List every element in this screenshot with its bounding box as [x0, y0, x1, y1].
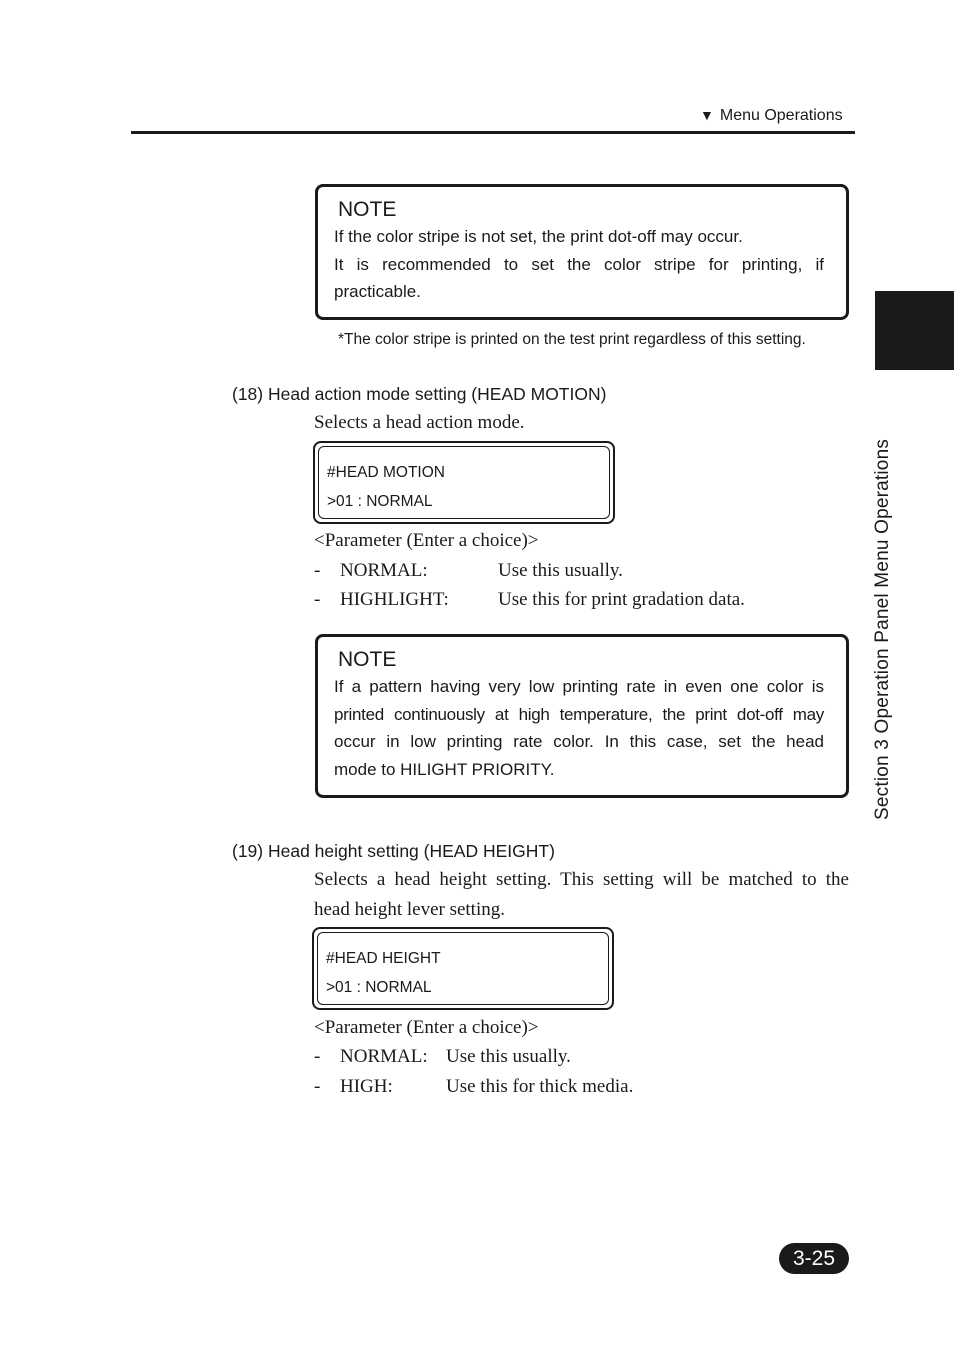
- param-dash: -: [314, 1046, 321, 1067]
- note-title: NOTE: [338, 198, 397, 221]
- note-line: If a pattern having very low printing rate in even one color is: [334, 677, 824, 696]
- parameter-header: <Parameter (Enter a choice)>: [314, 530, 539, 551]
- section-heading-head-height: (19) Head height setting (HEAD HEIGHT): [232, 841, 555, 861]
- section-description: head height lever setting.: [314, 899, 505, 920]
- triangle-down-icon: ▼: [700, 107, 714, 123]
- running-header: [700, 107, 843, 125]
- param-desc: Use this for print gradation data.: [498, 589, 745, 610]
- note-box-hilight-priority: [315, 634, 849, 798]
- param-desc: Use this for thick media.: [446, 1076, 634, 1097]
- param-dash: -: [314, 589, 321, 610]
- note-line: practicable.: [334, 282, 421, 301]
- param-dash: -: [314, 1076, 321, 1097]
- note-line: If the color stripe is not set, the print dot-off may occur.: [334, 227, 743, 246]
- lcd-display-head-motion: [313, 441, 615, 524]
- color-stripe-footnote: *The color stripe is printed on the test print regardless of this setting.: [338, 331, 806, 348]
- lcd-line-2: >01 : NORMAL: [327, 493, 433, 510]
- note-line: printed continuously at high temperature, the print dot-off may: [334, 704, 824, 724]
- param-name: NORMAL:: [340, 1046, 428, 1067]
- side-section-title: Section 3 Operation Panel Menu Operations: [872, 438, 893, 820]
- note-line: It is recommended to set the color stripe for printing, if: [334, 254, 824, 274]
- param-desc: Use this usually.: [446, 1046, 571, 1067]
- parameter-row: [314, 1076, 834, 1105]
- lcd-line-1: #HEAD HEIGHT: [326, 950, 441, 967]
- note-title: NOTE: [338, 648, 397, 671]
- parameter-row: [314, 560, 834, 589]
- section-description: Selects a head action mode.: [314, 412, 525, 433]
- parameter-header: <Parameter (Enter a choice)>: [314, 1017, 539, 1038]
- param-desc: Use this usually.: [498, 560, 623, 581]
- lcd-line-1: #HEAD MOTION: [327, 464, 445, 481]
- param-name: HIGH:: [340, 1076, 393, 1097]
- parameter-row: [314, 1046, 834, 1075]
- lcd-display-head-height: [312, 927, 614, 1010]
- note-box-color-stripe: [315, 184, 849, 320]
- section-tab-marker: [875, 291, 954, 370]
- param-name: NORMAL:: [340, 560, 428, 581]
- lcd-line-2: >01 : NORMAL: [326, 979, 432, 996]
- note-line: mode to HILIGHT PRIORITY.: [334, 759, 555, 779]
- note-line: occur in low printing rate color. In this case, set the head: [334, 732, 824, 751]
- running-header-text: Menu Operations: [719, 107, 843, 124]
- parameter-row: [314, 589, 834, 618]
- section-description: Selects a head height setting. This setting will be matched to the: [314, 869, 849, 890]
- header-rule: [131, 131, 855, 134]
- page-number-badge: 3-25: [779, 1243, 849, 1274]
- section-heading-head-motion: (18) Head action mode setting (HEAD MOTION): [232, 384, 607, 404]
- param-dash: -: [314, 560, 321, 581]
- param-name: HIGHLIGHT:: [340, 589, 449, 610]
